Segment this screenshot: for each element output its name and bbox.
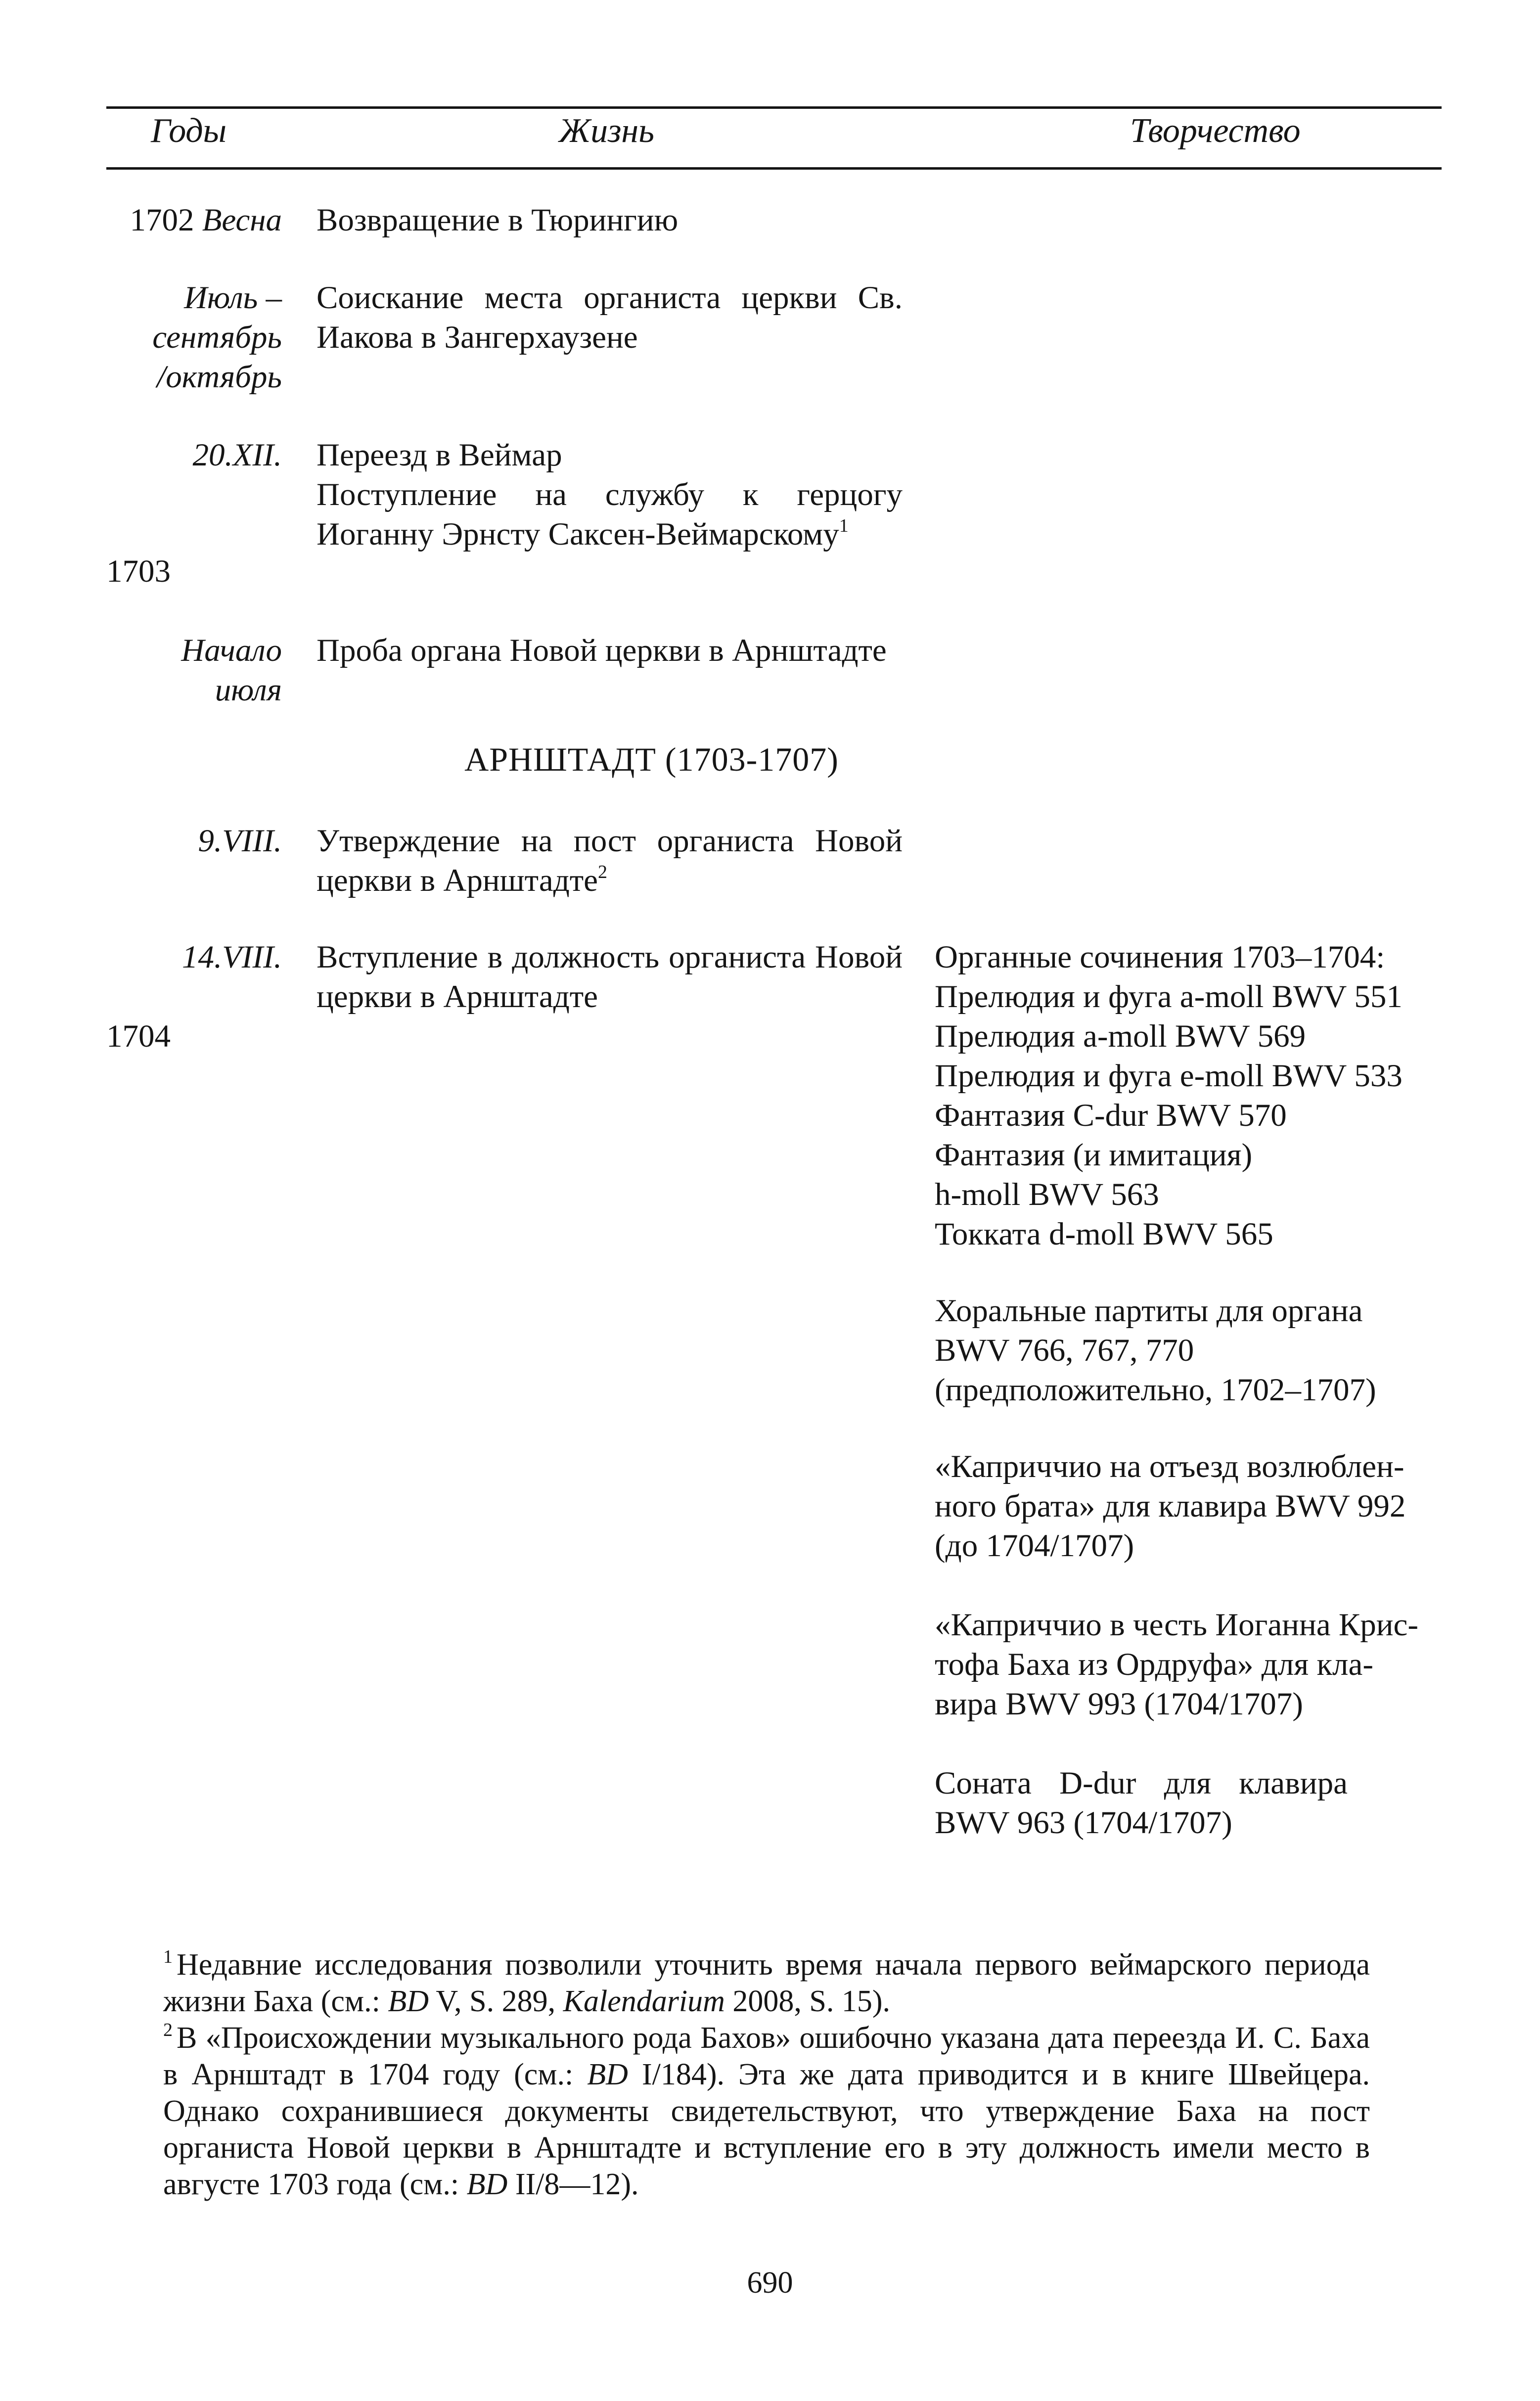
work-line: «Каприччио в честь Иоганна Крис-	[935, 1607, 1418, 1643]
year-label: Июль –	[184, 280, 282, 316]
header-years: Годы	[151, 112, 227, 150]
year-label: 14.VIII.	[181, 939, 282, 975]
year-label: /октябрь	[157, 359, 282, 395]
footnote-ref-abbrev: BD	[587, 2058, 628, 2091]
work-line: Фантазия C-dur BWV 570	[935, 1098, 1287, 1133]
work-line: BWV 766, 767, 770	[935, 1333, 1194, 1368]
year-cell	[106, 200, 282, 240]
work-line: Соната D-dur для клавира	[935, 1765, 1348, 1801]
works-chorale-partitas	[935, 1291, 1442, 1410]
footnote-ref-title: Kalendarium	[563, 1985, 725, 2018]
footnote-ref-abbrev: BD	[388, 1985, 429, 2018]
year-label: Начало	[181, 633, 282, 668]
year-label: сентябрь	[152, 320, 282, 355]
table-header-rule	[106, 167, 1442, 170]
work-line: (до 1704/1707)	[935, 1528, 1134, 1564]
work-line: Хоральные партиты для органа	[935, 1293, 1363, 1329]
work-line: h-moll BWV 563	[935, 1177, 1159, 1212]
life-entry	[317, 821, 903, 900]
work-line: BWV 963 (1704/1707)	[935, 1805, 1232, 1841]
year-cell	[106, 278, 282, 397]
life-entry: Проба органа Новой церкви в Арнштадте	[317, 633, 887, 668]
footnote-ref: 2	[598, 862, 608, 882]
work-line: Фантазия (и имитация)	[935, 1137, 1253, 1173]
header-works: Творчество	[1130, 112, 1301, 150]
works-organ-group	[935, 937, 1442, 1254]
year-cell	[106, 821, 282, 861]
section-title: АРНШТАДТ (1703-1707)	[464, 740, 839, 778]
work-line: вира BWV 993 (1704/1707)	[935, 1686, 1303, 1722]
footnote-ref: 1	[839, 515, 849, 536]
work-line: Прелюдия и фуга a-moll BWV 551	[935, 979, 1403, 1015]
year-cell	[106, 435, 282, 475]
footnote-number: 2	[163, 2020, 173, 2040]
work-line: Прелюдия a-moll BWV 569	[935, 1018, 1306, 1054]
life-line	[317, 475, 903, 554]
footnote-text: I/184). Эта же дата приводится и в книге Швейцера. Однако сохранившиеся документы свидетельствуют, что утверждение Баха на пост органиста Новой церкви в Арнштадте и вступление его в эту должность имели место в августе 1703 года (см.:	[163, 2058, 1370, 2201]
life-text: Поступление на службу к герцогу Иоганну Эрнсту Саксен-Веймарскому	[317, 477, 903, 552]
works-capriccio-christoph	[935, 1605, 1442, 1724]
header-life: Жизнь	[559, 112, 655, 150]
life-line: Переезд в Веймар	[317, 437, 562, 473]
year-label: Весна	[202, 202, 282, 238]
year-label: июля	[215, 672, 282, 708]
work-line: Токката d-moll BWV 565	[935, 1216, 1273, 1252]
footnote-text: В «Происхождении музыкального рода Бахов» ошибочно указана дата переезда И. С. Баха в Арнштадт в 1704 году (см.:	[163, 2021, 1370, 2091]
works-sonata	[935, 1763, 1442, 1843]
works-capriccio-brother	[935, 1447, 1442, 1566]
work-line: ного брата» для клавира BWV 992	[935, 1488, 1406, 1524]
life-entry	[317, 435, 903, 554]
footnote-ref-abbrev: BD	[466, 2168, 508, 2201]
year-label: 20.XII.	[192, 437, 282, 473]
footnote-2	[163, 2020, 1370, 2203]
work-line: Органные сочинения 1703–1704:	[935, 939, 1385, 975]
life-entry: Возвращение в Тюрингию	[317, 202, 679, 238]
year-label: 9.VIII.	[198, 823, 282, 859]
life-text: Утверждение на пост органиста Новой церкви в Арнштадте	[317, 823, 903, 898]
table-top-rule	[106, 106, 1442, 109]
work-line: (предположительно, 1702–1707)	[935, 1372, 1376, 1408]
work-line: тофа Баха из Ордруфа» для кла-	[935, 1647, 1373, 1682]
footnote-text: II/8—12).	[507, 2168, 639, 2201]
year-number: 1702	[130, 202, 194, 238]
year-number: 1703	[106, 554, 171, 589]
year-cell	[106, 937, 282, 977]
life-entry: Вступление в должность органиста Новой церкви в Арнштадте	[317, 939, 903, 1015]
work-line: «Каприччио на отъезд возлюблен-	[935, 1449, 1404, 1484]
life-entry: Соискание места органиста церкви Св. Иакова в Зангерхаузене	[317, 280, 903, 355]
page-number: 690	[747, 2266, 793, 2300]
year-number: 1704	[106, 1018, 171, 1054]
footnote-text: V, S. 289,	[428, 1985, 563, 2018]
footnote-text: Недавние исследования позволили уточнить время начала первого веймарского периода жизни Баха (см.:	[163, 1948, 1370, 2018]
work-line: Прелюдия и фуга e-moll BWV 533	[935, 1058, 1403, 1094]
year-cell	[106, 631, 282, 710]
footnote-text: 2008, S. 15).	[725, 1985, 891, 2018]
footnote-1	[163, 1946, 1370, 2020]
footnote-number: 1	[163, 1946, 173, 1967]
